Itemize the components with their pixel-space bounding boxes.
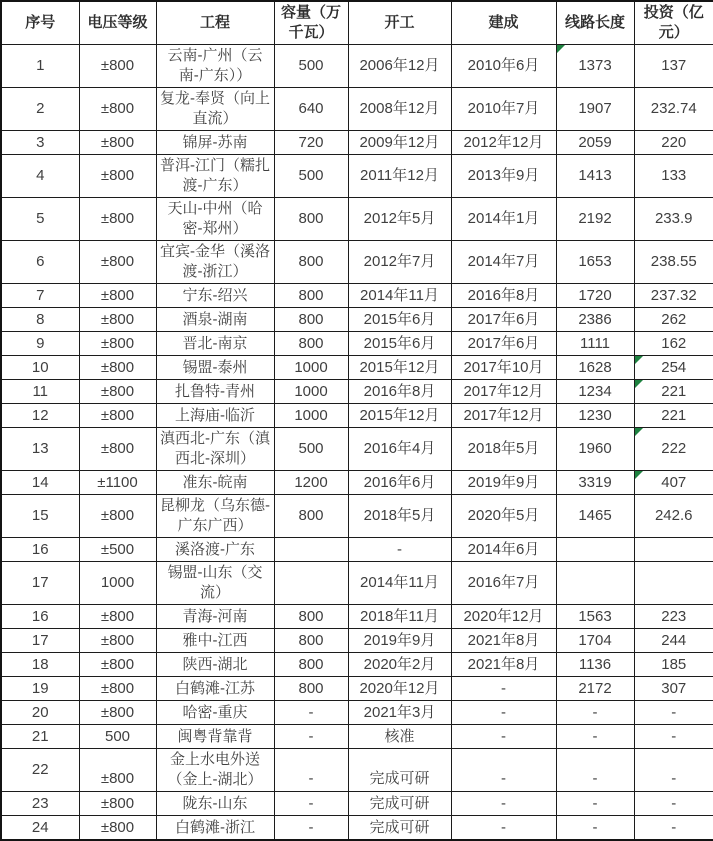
cell-complete: - xyxy=(451,677,556,701)
cell-complete: 2017年10月 xyxy=(451,356,556,380)
cell-length: - xyxy=(556,792,634,816)
cell-voltage: ±800 xyxy=(79,88,156,131)
cell-start: 2016年4月 xyxy=(348,428,451,471)
cell-start: 2019年9月 xyxy=(348,629,451,653)
cell-complete: 2017年12月 xyxy=(451,404,556,428)
cell-voltage: ±800 xyxy=(79,629,156,653)
cell-voltage: ±800 xyxy=(79,404,156,428)
cell-project: 上海庙-临沂 xyxy=(156,404,274,428)
cell-voltage: ±800 xyxy=(79,380,156,404)
cell-capacity: - xyxy=(274,749,348,792)
cell-seq: 8 xyxy=(1,308,79,332)
cell-investment: 162 xyxy=(634,332,713,356)
cell-capacity: 800 xyxy=(274,495,348,538)
cell-voltage: ±800 xyxy=(79,428,156,471)
cell-complete: 2021年8月 xyxy=(451,653,556,677)
cell-capacity: 800 xyxy=(274,653,348,677)
table-row xyxy=(1,356,713,380)
cell-length: 2059 xyxy=(556,131,634,155)
cell-seq: 23 xyxy=(1,792,79,816)
cell-seq: 17 xyxy=(1,629,79,653)
cell-voltage: ±800 xyxy=(79,45,156,88)
cell-project: 扎鲁特-青州 xyxy=(156,380,274,404)
cell-voltage: ±800 xyxy=(79,701,156,725)
cell-start: 2015年12月 xyxy=(348,404,451,428)
cell-start: 2009年12月 xyxy=(348,131,451,155)
cell-project: 滇西北-广东（滇西北-深圳） xyxy=(156,428,274,471)
cell-complete: 2016年7月 xyxy=(451,562,556,605)
cell-length: 1907 xyxy=(556,88,634,131)
cell-length xyxy=(556,538,634,562)
cell-length: 1373 xyxy=(556,45,634,88)
cell-length: - xyxy=(556,816,634,841)
cell-project: 云南-广州（云南-广东）） xyxy=(156,45,274,88)
cell-length: 2172 xyxy=(556,677,634,701)
cell-capacity: 500 xyxy=(274,155,348,198)
cell-length: - xyxy=(556,701,634,725)
cell-seq: 18 xyxy=(1,653,79,677)
cell-project: 白鹤滩-浙江 xyxy=(156,816,274,841)
cell-project: 陕西-湖北 xyxy=(156,653,274,677)
cell-project: 锡盟-山东（交流） xyxy=(156,562,274,605)
cell-voltage: ±800 xyxy=(79,677,156,701)
cell-start: 2018年11月 xyxy=(348,605,451,629)
cell-length: 2192 xyxy=(556,198,634,241)
cell-complete: - xyxy=(451,816,556,841)
cell-seq: 9 xyxy=(1,332,79,356)
cell-seq: 12 xyxy=(1,404,79,428)
cell-investment: - xyxy=(634,701,713,725)
table-row xyxy=(1,428,713,471)
cell-start: 2011年12月 xyxy=(348,155,451,198)
cell-capacity: 640 xyxy=(274,88,348,131)
header-project: 工程 xyxy=(156,1,274,45)
cell-seq: 16 xyxy=(1,605,79,629)
cell-project: 雅中-江西 xyxy=(156,629,274,653)
cell-investment: 262 xyxy=(634,308,713,332)
cell-capacity: 800 xyxy=(274,605,348,629)
table-row xyxy=(1,471,713,495)
cell-project: 溪洛渡-广东 xyxy=(156,538,274,562)
table-row xyxy=(1,701,713,725)
cell-investment xyxy=(634,538,713,562)
header-capacity: 容量（万千瓦） xyxy=(274,1,348,45)
cell-start: 2015年6月 xyxy=(348,332,451,356)
cell-investment: 238.55 xyxy=(634,241,713,284)
cell-project: 锦屏-苏南 xyxy=(156,131,274,155)
cell-investment: 221 xyxy=(634,380,713,404)
cell-length: 2386 xyxy=(556,308,634,332)
cell-project: 哈密-重庆 xyxy=(156,701,274,725)
cell-start: 2014年11月 xyxy=(348,562,451,605)
cell-complete: - xyxy=(451,701,556,725)
cell-complete: 2010年6月 xyxy=(451,45,556,88)
cell-project: 准东-皖南 xyxy=(156,471,274,495)
cell-length: 3319 xyxy=(556,471,634,495)
cell-voltage: ±1100 xyxy=(79,471,156,495)
cell-investment: 222 xyxy=(634,428,713,471)
cell-capacity: 500 xyxy=(274,428,348,471)
cell-capacity: - xyxy=(274,701,348,725)
cell-complete: 2019年9月 xyxy=(451,471,556,495)
cell-length: 1136 xyxy=(556,653,634,677)
cell-capacity: 800 xyxy=(274,629,348,653)
cell-project: 青海-河南 xyxy=(156,605,274,629)
table-row xyxy=(1,284,713,308)
cell-voltage: ±800 xyxy=(79,284,156,308)
cell-start: 2012年5月 xyxy=(348,198,451,241)
cell-seq: 13 xyxy=(1,428,79,471)
table-row xyxy=(1,241,713,284)
cell-capacity: - xyxy=(274,816,348,841)
cell-seq: 1 xyxy=(1,45,79,88)
cell-complete: 2013年9月 xyxy=(451,155,556,198)
cell-seq: 21 xyxy=(1,725,79,749)
cell-voltage: 1000 xyxy=(79,562,156,605)
cell-complete: 2017年6月 xyxy=(451,308,556,332)
table-row xyxy=(1,816,713,841)
cell-seq: 19 xyxy=(1,677,79,701)
cell-investment: - xyxy=(634,725,713,749)
cell-project: 晋北-南京 xyxy=(156,332,274,356)
cell-start: 2016年6月 xyxy=(348,471,451,495)
cell-investment: 232.74 xyxy=(634,88,713,131)
table-row xyxy=(1,792,713,816)
cell-investment: - xyxy=(634,749,713,792)
comment-corner-marker-icon xyxy=(635,380,643,388)
cell-capacity: - xyxy=(274,792,348,816)
cell-start: 2018年5月 xyxy=(348,495,451,538)
cell-investment: 244 xyxy=(634,629,713,653)
cell-length: 1413 xyxy=(556,155,634,198)
cell-complete: - xyxy=(451,749,556,792)
cell-capacity: 800 xyxy=(274,284,348,308)
cell-length: 1234 xyxy=(556,380,634,404)
cell-investment xyxy=(634,562,713,605)
cell-start: 完成可研 xyxy=(348,816,451,841)
cell-complete: 2010年7月 xyxy=(451,88,556,131)
cell-seq: 14 xyxy=(1,471,79,495)
cell-voltage: ±800 xyxy=(79,605,156,629)
cell-investment: 242.6 xyxy=(634,495,713,538)
table-body xyxy=(1,45,713,841)
cell-capacity: 800 xyxy=(274,677,348,701)
cell-start: 2015年12月 xyxy=(348,356,451,380)
table-row xyxy=(1,332,713,356)
cell-investment: 137 xyxy=(634,45,713,88)
header-start: 开工 xyxy=(348,1,451,45)
cell-seq: 7 xyxy=(1,284,79,308)
cell-start: 2012年7月 xyxy=(348,241,451,284)
cell-investment: 220 xyxy=(634,131,713,155)
header-investment: 投资（亿元） xyxy=(634,1,713,45)
cell-seq: 10 xyxy=(1,356,79,380)
table-row xyxy=(1,155,713,198)
cell-complete: 2014年1月 xyxy=(451,198,556,241)
cell-project: 酒泉-湖南 xyxy=(156,308,274,332)
cell-project: 宜宾-金华（溪洛渡-浙江） xyxy=(156,241,274,284)
header-row xyxy=(1,1,713,45)
cell-complete: 2020年12月 xyxy=(451,605,556,629)
cell-project: 普洱-江门（糯扎渡-广东） xyxy=(156,155,274,198)
cell-seq: 4 xyxy=(1,155,79,198)
cell-project: 复龙-奉贤（向上直流） xyxy=(156,88,274,131)
cell-start: - xyxy=(348,538,451,562)
table-row xyxy=(1,131,713,155)
table-row xyxy=(1,495,713,538)
cell-voltage: ±800 xyxy=(79,495,156,538)
cell-length: 1230 xyxy=(556,404,634,428)
cell-project: 白鹤滩-江苏 xyxy=(156,677,274,701)
cell-length: 1960 xyxy=(556,428,634,471)
cell-complete: - xyxy=(451,792,556,816)
cell-voltage: ±800 xyxy=(79,816,156,841)
cell-project: 昆柳龙（乌东德-广东广西） xyxy=(156,495,274,538)
header-seq: 序号 xyxy=(1,1,79,45)
cell-investment: 223 xyxy=(634,605,713,629)
cell-voltage: ±800 xyxy=(79,356,156,380)
cell-capacity xyxy=(274,562,348,605)
cell-complete: 2017年12月 xyxy=(451,380,556,404)
cell-complete: 2018年5月 xyxy=(451,428,556,471)
cell-voltage: 500 xyxy=(79,725,156,749)
cell-investment: 407 xyxy=(634,471,713,495)
cell-project: 天山-中州（哈密-郑州） xyxy=(156,198,274,241)
cell-seq: 20 xyxy=(1,701,79,725)
cell-length xyxy=(556,562,634,605)
cell-seq: 17 xyxy=(1,562,79,605)
cell-capacity xyxy=(274,538,348,562)
cell-length: 1563 xyxy=(556,605,634,629)
cell-voltage: ±800 xyxy=(79,198,156,241)
cell-capacity: 1000 xyxy=(274,380,348,404)
cell-seq: 5 xyxy=(1,198,79,241)
cell-capacity: 720 xyxy=(274,131,348,155)
cell-start: 2014年11月 xyxy=(348,284,451,308)
cell-seq: 15 xyxy=(1,495,79,538)
cell-complete: 2012年12月 xyxy=(451,131,556,155)
cell-seq: 24 xyxy=(1,816,79,841)
header-length: 线路长度 xyxy=(556,1,634,45)
cell-capacity: 800 xyxy=(274,332,348,356)
header-voltage: 电压等级 xyxy=(79,1,156,45)
table-header xyxy=(1,1,713,45)
cell-complete: 2014年6月 xyxy=(451,538,556,562)
table-row xyxy=(1,404,713,428)
header-complete: 建成 xyxy=(451,1,556,45)
cell-capacity: 1000 xyxy=(274,356,348,380)
cell-voltage: ±800 xyxy=(79,155,156,198)
cell-voltage: ±800 xyxy=(79,332,156,356)
cell-project: 陇东-山东 xyxy=(156,792,274,816)
cell-length: 1111 xyxy=(556,332,634,356)
cell-capacity: 1000 xyxy=(274,404,348,428)
cell-project: 锡盟-泰州 xyxy=(156,356,274,380)
cell-capacity: - xyxy=(274,725,348,749)
table-row xyxy=(1,308,713,332)
cell-length: - xyxy=(556,725,634,749)
cell-investment: 237.32 xyxy=(634,284,713,308)
cell-start: 2020年12月 xyxy=(348,677,451,701)
cell-voltage: ±800 xyxy=(79,308,156,332)
comment-corner-marker-icon xyxy=(635,428,643,436)
table-row xyxy=(1,677,713,701)
cell-seq: 16 xyxy=(1,538,79,562)
cell-investment: - xyxy=(634,816,713,841)
cell-complete: 2016年8月 xyxy=(451,284,556,308)
cell-start: 2006年12月 xyxy=(348,45,451,88)
cell-length: 1720 xyxy=(556,284,634,308)
cell-complete: 2020年5月 xyxy=(451,495,556,538)
cell-investment: 221 xyxy=(634,404,713,428)
cell-length: 1653 xyxy=(556,241,634,284)
table-row xyxy=(1,749,713,792)
cell-voltage: ±500 xyxy=(79,538,156,562)
cell-voltage: ±800 xyxy=(79,131,156,155)
cell-start: 2015年6月 xyxy=(348,308,451,332)
cell-length: 1704 xyxy=(556,629,634,653)
cell-investment: 307 xyxy=(634,677,713,701)
cell-investment: 233.9 xyxy=(634,198,713,241)
cell-seq: 6 xyxy=(1,241,79,284)
cell-start: 完成可研 xyxy=(348,749,451,792)
cell-length: 1465 xyxy=(556,495,634,538)
cell-capacity: 800 xyxy=(274,241,348,284)
comment-corner-marker-icon xyxy=(635,471,643,479)
cell-investment: 185 xyxy=(634,653,713,677)
cell-project: 金上水电外送（金上-湖北） xyxy=(156,749,274,792)
cell-start: 核准 xyxy=(348,725,451,749)
cell-length: - xyxy=(556,749,634,792)
table-row xyxy=(1,88,713,131)
cell-start: 2008年12月 xyxy=(348,88,451,131)
cell-investment: 133 xyxy=(634,155,713,198)
comment-corner-marker-icon xyxy=(557,45,565,53)
cell-capacity: 800 xyxy=(274,308,348,332)
table-row xyxy=(1,562,713,605)
cell-seq: 2 xyxy=(1,88,79,131)
cell-capacity: 1200 xyxy=(274,471,348,495)
cell-complete: 2017年6月 xyxy=(451,332,556,356)
cell-project: 闽粤背靠背 xyxy=(156,725,274,749)
table-row xyxy=(1,653,713,677)
table-row xyxy=(1,380,713,404)
cell-seq: 22 xyxy=(1,749,79,792)
cell-seq: 3 xyxy=(1,131,79,155)
cell-voltage: ±800 xyxy=(79,792,156,816)
table-row xyxy=(1,629,713,653)
table-row xyxy=(1,538,713,562)
cell-complete: - xyxy=(451,725,556,749)
table-row xyxy=(1,605,713,629)
cell-capacity: 500 xyxy=(274,45,348,88)
cell-investment: 254 xyxy=(634,356,713,380)
table-row xyxy=(1,725,713,749)
cell-complete: 2021年8月 xyxy=(451,629,556,653)
cell-voltage: ±800 xyxy=(79,749,156,792)
cell-voltage: ±800 xyxy=(79,241,156,284)
cell-investment: - xyxy=(634,792,713,816)
cell-voltage: ±800 xyxy=(79,653,156,677)
cell-start: 2021年3月 xyxy=(348,701,451,725)
table-row xyxy=(1,45,713,88)
cell-start: 2016年8月 xyxy=(348,380,451,404)
cell-length: 1628 xyxy=(556,356,634,380)
cell-start: 完成可研 xyxy=(348,792,451,816)
cell-complete: 2014年7月 xyxy=(451,241,556,284)
cell-seq: 11 xyxy=(1,380,79,404)
comment-corner-marker-icon xyxy=(635,356,643,364)
cell-capacity: 800 xyxy=(274,198,348,241)
cell-start: 2020年2月 xyxy=(348,653,451,677)
cell-project: 宁东-绍兴 xyxy=(156,284,274,308)
table-row xyxy=(1,198,713,241)
